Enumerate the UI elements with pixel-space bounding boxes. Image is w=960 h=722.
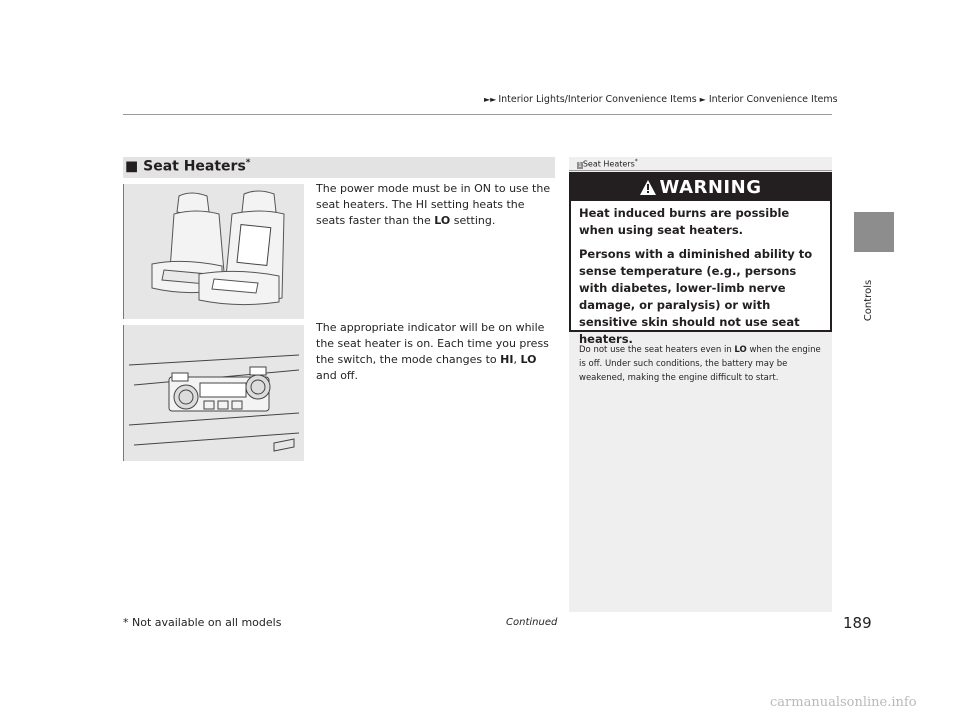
seat-heater-description [316, 181, 556, 229]
warning-triangle-icon [640, 180, 656, 195]
warning-box [569, 172, 832, 346]
section-bullet: ■ [125, 158, 139, 175]
text-run: The power mode must be in ON to use the seat heaters. The HI setting heats the seats faster than the [316, 182, 551, 227]
footnote-mark: * [634, 158, 638, 165]
header-divider [123, 114, 832, 115]
text-run: Do not use the seat heaters even in [579, 345, 735, 355]
text-run: setting. [450, 214, 496, 227]
breadcrumb-item[interactable]: Interior Lights/Interior Convenience Items [498, 94, 697, 105]
text-run: when the engine is off. Under such conditions, the battery may be weakened, making the engine difficult to start. [579, 345, 821, 383]
sidebar-title-text: Seat Heaters [582, 159, 635, 169]
footnote: * Not available on all models [123, 616, 282, 629]
warning-header [571, 174, 830, 201]
sidebar-divider [569, 170, 832, 171]
text-run: , [513, 353, 521, 366]
warning-label: WARNING [659, 177, 762, 198]
reference-icon: 1 [578, 161, 582, 169]
text-bold: LO [520, 353, 537, 366]
text-bold: HI [500, 353, 514, 366]
seat-heater-switch-panel-image [123, 325, 304, 461]
chapter-label: Controls [863, 279, 875, 322]
footnote-mark: * [245, 158, 251, 168]
section-title-text: Seat Heaters [143, 158, 246, 175]
breadcrumb-item[interactable]: Interior Convenience Items [708, 94, 838, 105]
chapter-tab[interactable] [854, 212, 894, 252]
section-title [125, 158, 251, 175]
text-run: and off. [316, 369, 358, 382]
continued-label: Continued [506, 617, 558, 628]
watermark: carmanualsonline.info [770, 695, 917, 710]
breadcrumb [484, 94, 838, 105]
double-arrow-icon: ►► [484, 95, 497, 104]
text-bold: LO [734, 345, 747, 355]
text-run: The appropriate indicator will be on while the seat heater is on. Each time you press the switch, the mode changes to [316, 321, 549, 366]
page-number: 189 [843, 614, 872, 632]
warning-text-burns: Heat induced burns are possible when using seat heaters. [579, 206, 790, 237]
seat-heater-seats-image [123, 184, 304, 319]
seat-heater-indicator-description [316, 320, 556, 384]
sidebar-title [577, 158, 638, 169]
warning-text-sensitivity: Persons with a diminished ability to sense temperature (e.g., persons with diabetes, lower-limb nerve damage, or paralysis) or with sensitive skin should not use seat heaters. [579, 247, 813, 346]
arrow-icon: ► [699, 95, 706, 104]
sidebar-note [579, 343, 824, 385]
text-bold: LO [434, 214, 451, 227]
